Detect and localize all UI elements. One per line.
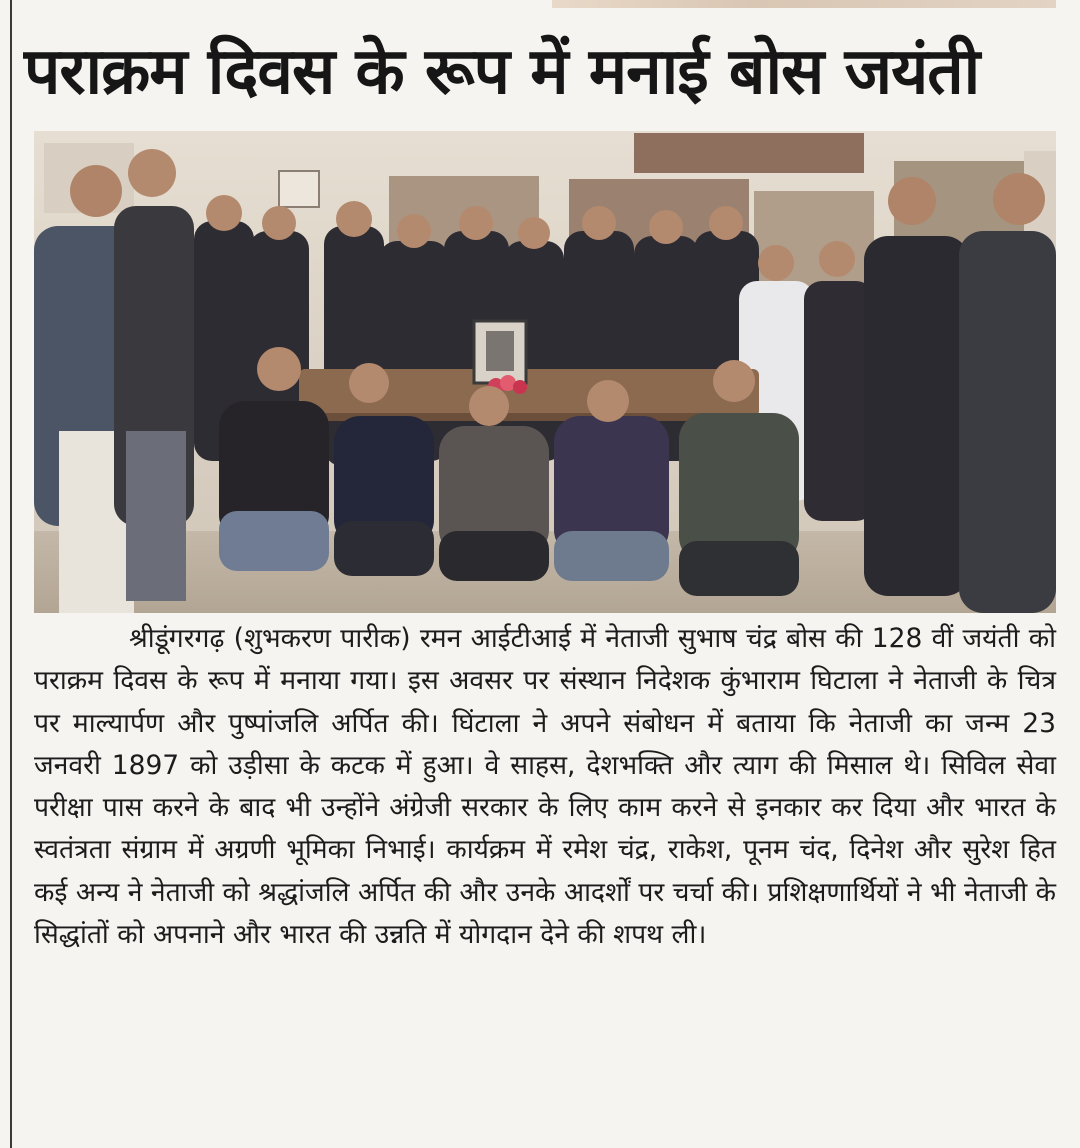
- headline: पराक्रम दिवस के रूप में मनाई बोस जयंती: [24, 35, 980, 109]
- article-paragraph: श्रीडूंगरगढ़ (शुभकरण पारीक) रमन आईटीआई में नेताजी सुभाष चंद्र बोस की 128 वीं जयंती को पराक्रम दिवस के रूप में मनाया गया। इस अवसर पर संस्थान निदेशक कुंभाराम घिटाला ने नेताजी के चित्र पर माल्यार्पण और पुष्पांजलि अर्पित की। घिंटाला ने अपने संबोधन में बताया कि नेताजी का जन्म 23 जनवरी 1897 को उड़ीसा के कटक में हुआ। वे साहस, देशभक्ति और त्याग की मिसाल थे। सिविल सेवा परीक्षा पास करने के बाद भी उन्होंने अंग्रेजी सरकार के लिए काम करने से इनकार कर दिया और भारत के स्वतंत्रता संग्राम में अग्रणी भूमिका निभाई। कार्यक्रम में रमेश चंद्र, राकेश, पूनम चंद, दिनेश और सुरेश हित कई अन्य ने नेताजी को श्रद्धांजलि अर्पित की और उनके आदर्शों पर चर्चा की। प्रशिक्षणार्थियों ने भी नेताजी के सिद्धांतों को अपनाने और भारत की उन्नति में योगदान देने की शपथ ली।: [34, 623, 1056, 951]
- group-photo: [34, 131, 1056, 613]
- column-rule: [10, 0, 12, 1148]
- previous-article-edge: [552, 0, 1056, 8]
- article-body: [34, 618, 1056, 956]
